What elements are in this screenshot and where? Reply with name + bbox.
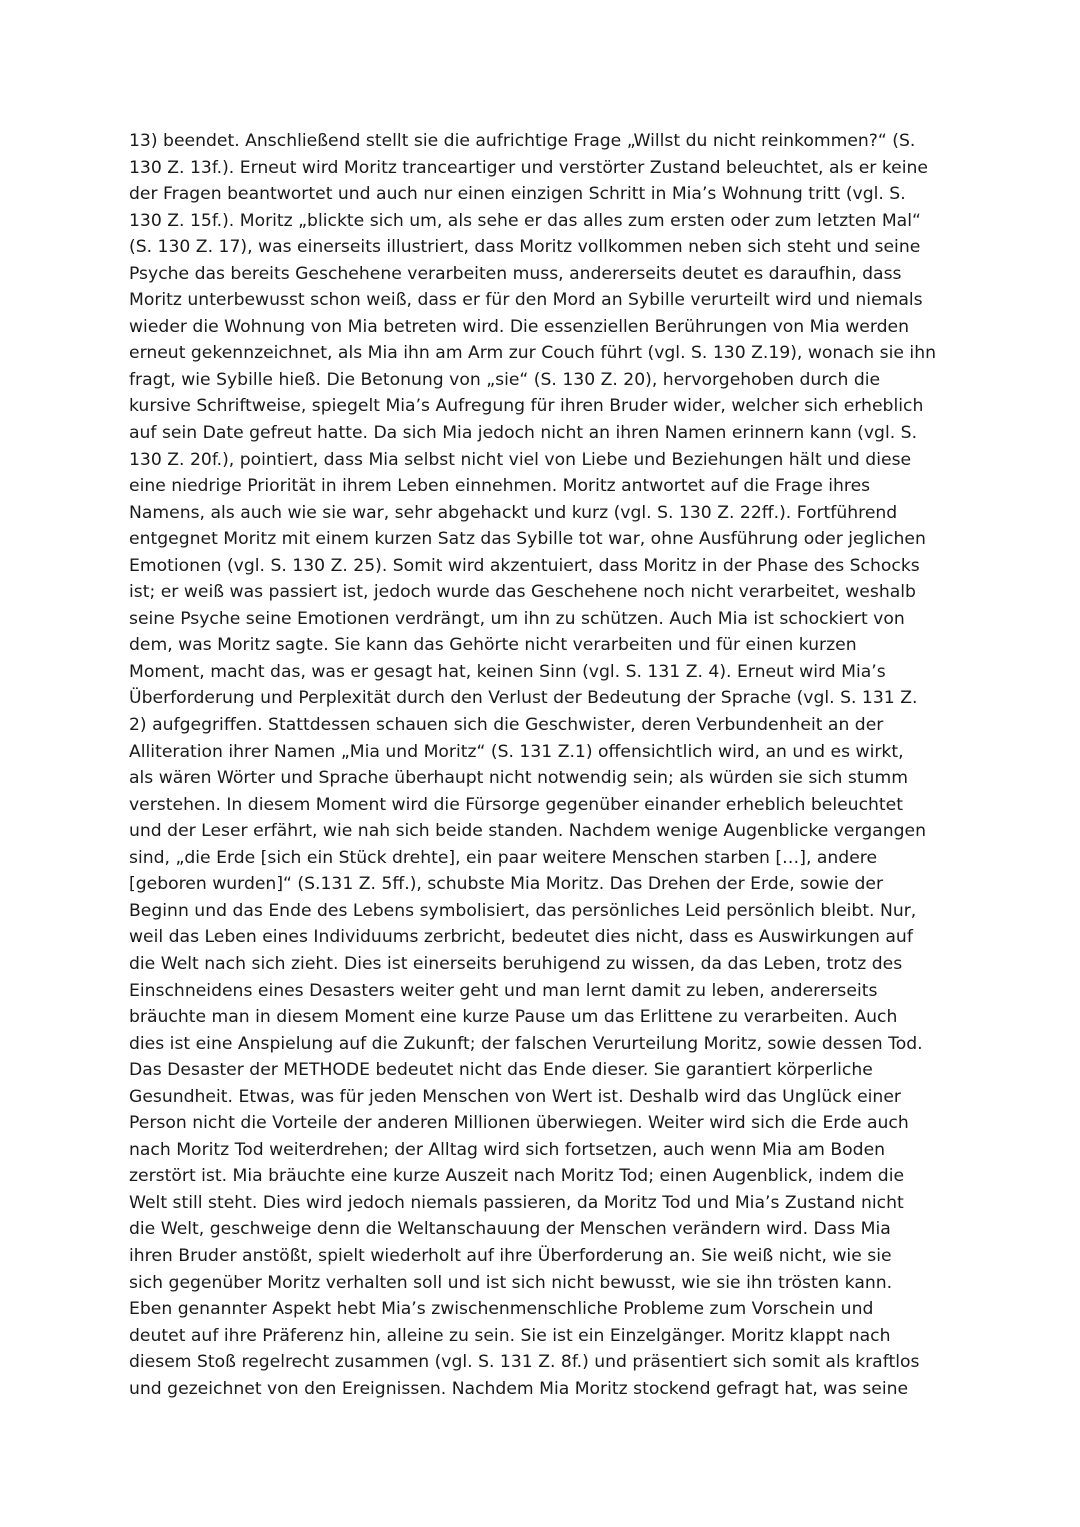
text-line: auf sein Date gefreut hatte. Da sich Mia jedoch nicht an ihren Namen erinnern kann (vgl. S. — [129, 423, 918, 444]
text-line: (S. 130 Z. 17), was einerseits illustriert, dass Moritz vollkommen neben sich steht und seine — [129, 237, 921, 258]
text-line: Das Desaster der METHODE bedeutet nicht das Ende dieser. Sie garantiert körperliche — [129, 1060, 873, 1081]
text-line: wieder die Wohnung von Mia betreten wird. Die essenziellen Berührungen von Mia werden — [129, 316, 910, 337]
text-line: erneut gekennzeichnet, als Mia ihn am Arm zur Couch führt (vgl. S. 130 Z.19), wonach sie ihn — [129, 343, 936, 364]
text-line: Beginn und das Ende des Lebens symbolisiert, das persönliches Leid persönlich bleibt. Nur, — [129, 900, 917, 921]
text-line: 130 Z. 15f.). Moritz „blickte sich um, als sehe er das alles zum ersten oder zum letzten Mal“ — [129, 210, 921, 231]
text-line: Einschneidens eines Desasters weiter geht und man lernt damit zu leben, andererseits — [129, 980, 878, 1001]
text-line: ihren Bruder anstößt, spielt wiederholt auf ihre Überforderung an. Sie weiß nicht, wie sie — [129, 1245, 892, 1266]
text-line: dem, was Moritz sagte. Sie kann das Gehörte nicht verarbeiten und für einen kurzen — [129, 635, 857, 656]
text-line: Eben genannter Aspekt hebt Mia’s zwischenmenschliche Probleme zum Vorschein und — [129, 1299, 874, 1320]
text-line: und der Leser erfährt, wie nah sich beide standen. Nachdem wenige Augenblicke vergangen — [129, 821, 926, 842]
text-line: 130 Z. 20f.), pointiert, dass Mia selbst nicht viel von Liebe und Beziehungen hält und diese — [129, 449, 912, 470]
text-line: Namens, als auch wie sie war, sehr abgehackt und kurz (vgl. S. 130 Z. 22ff.). Fortführend — [129, 502, 898, 523]
text-line: entgegnet Moritz mit einem kurzen Satz das Sybille tot war, ohne Ausführung oder jeglichen — [129, 529, 926, 550]
text-line: eine niedrige Priorität in ihrem Leben einnehmen. Moritz antwortet auf die Frage ihres — [129, 476, 871, 497]
text-line: sich gegenüber Moritz verhalten soll und ist sich nicht bewusst, wie sie ihn trösten kann. — [129, 1272, 893, 1293]
text-line: 2) aufgegriffen. Stattdessen schauen sich die Geschwister, deren Verbundenheit an der — [129, 715, 884, 736]
essay-text — [129, 128, 989, 1402]
text-line: [geboren wurden]“ (S.131 Z. 5ff.), schubste Mia Moritz. Das Drehen der Erde, sowie der — [129, 874, 884, 895]
text-line: ist; er weiß was passiert ist, jedoch wurde das Geschehene noch nicht verarbeitet, weshalb — [129, 582, 916, 603]
text-line: Person nicht die Vorteile der anderen Millionen überwiegen. Weiter wird sich die Erde auch — [129, 1113, 909, 1134]
text-line: Psyche das bereits Geschehene verarbeiten muss, andererseits deutet es daraufhin, dass — [129, 263, 902, 284]
text-line: weil das Leben eines Individuums zerbricht, bedeutet dies nicht, dass es Auswirkungen auf — [129, 927, 913, 948]
text-line: fragt, wie Sybille hieß. Die Betonung von „sie“ (S. 130 Z. 20), hervorgehoben durch die — [129, 369, 881, 390]
text-line: Moment, macht das, was er gesagt hat, keinen Sinn (vgl. S. 131 Z. 4). Erneut wird Mia’s — [129, 661, 886, 682]
text-line: verstehen. In diesem Moment wird die Fürsorge gegenüber einander erheblich beleuchtet — [129, 794, 903, 815]
text-line: seine Psyche seine Emotionen verdrängt, um ihn zu schützen. Auch Mia ist schockiert von — [129, 608, 905, 629]
text-line: nach Moritz Tod weiterdrehen; der Alltag wird sich fortsetzen, auch wenn Mia am Boden — [129, 1139, 886, 1160]
text-line: zerstört ist. Mia bräuchte eine kurze Auszeit nach Moritz Tod; einen Augenblick, indem die — [129, 1166, 905, 1187]
text-line: sind, „die Erde [sich ein Stück drehte], ein paar weitere Menschen starben […], andere — [129, 847, 878, 868]
text-line: der Fragen beantwortet und auch nur einen einzigen Schritt in Mia’s Wohnung tritt (vgl. S. — [129, 184, 906, 205]
text-line: als wären Wörter und Sprache überhaupt nicht notwendig sein; als würden sie sich stumm — [129, 768, 908, 789]
text-line: Welt still steht. Dies wird jedoch niemals passieren, da Moritz Tod und Mia’s Zustand nicht — [129, 1192, 904, 1213]
text-line: und gezeichnet von den Ereignissen. Nachdem Mia Moritz stockend gefragt hat, was seine — [129, 1378, 909, 1399]
text-line: deutet auf ihre Präferenz hin, alleine zu sein. Sie ist ein Einzelgänger. Moritz klappt nach — [129, 1325, 891, 1346]
text-line: 13) beendet. Anschließend stellt sie die aufrichtige Frage „Willst du nicht reinkommen?“ (S. — [129, 131, 916, 151]
text-line: kursive Schriftweise, spiegelt Mia’s Aufregung für ihren Bruder wider, welcher sich erheblich — [129, 396, 924, 417]
text-line: Alliteration ihrer Namen „Mia und Moritz“ (S. 131 Z.1) offensichtlich wird, an und es wirkt, — [129, 741, 904, 762]
text-line: Gesundheit. Etwas, was für jeden Menschen von Wert ist. Deshalb wird das Unglück einer — [129, 1086, 901, 1107]
text-line: die Welt, geschweige denn die Weltanschauung der Menschen verändern wird. Dass Mia — [129, 1219, 891, 1240]
text-line: 130 Z. 13f.). Erneut wird Moritz tranceartiger und verstörter Zustand beleuchtet, als er keine — [129, 157, 928, 178]
text-line: bräuchte man in diesem Moment eine kurze Pause um das Erlittene zu verarbeiten. Auch — [129, 1007, 898, 1028]
text-line: Emotionen (vgl. S. 130 Z. 25). Somit wird akzentuiert, dass Moritz in der Phase des Schocks — [129, 555, 920, 576]
text-line: diesem Stoß regelrecht zusammen (vgl. S. 131 Z. 8f.) und präsentiert sich somit als kraftlos — [129, 1352, 920, 1373]
text-line: Überforderung und Perplexität durch den Verlust der Bedeutung der Sprache (vgl. S. 131 Z. — [129, 688, 918, 709]
text-line: die Welt nach sich zieht. Dies ist einerseits beruhigend zu wissen, da das Leben, trotz des — [129, 953, 903, 974]
text-line: Moritz unterbewusst schon weiß, dass er für den Mord an Sybille verurteilt wird und niemals — [129, 290, 923, 311]
text-line: dies ist eine Anspielung auf die Zukunft; der falschen Verurteilung Moritz, sowie dessen Tod. — [129, 1033, 923, 1054]
